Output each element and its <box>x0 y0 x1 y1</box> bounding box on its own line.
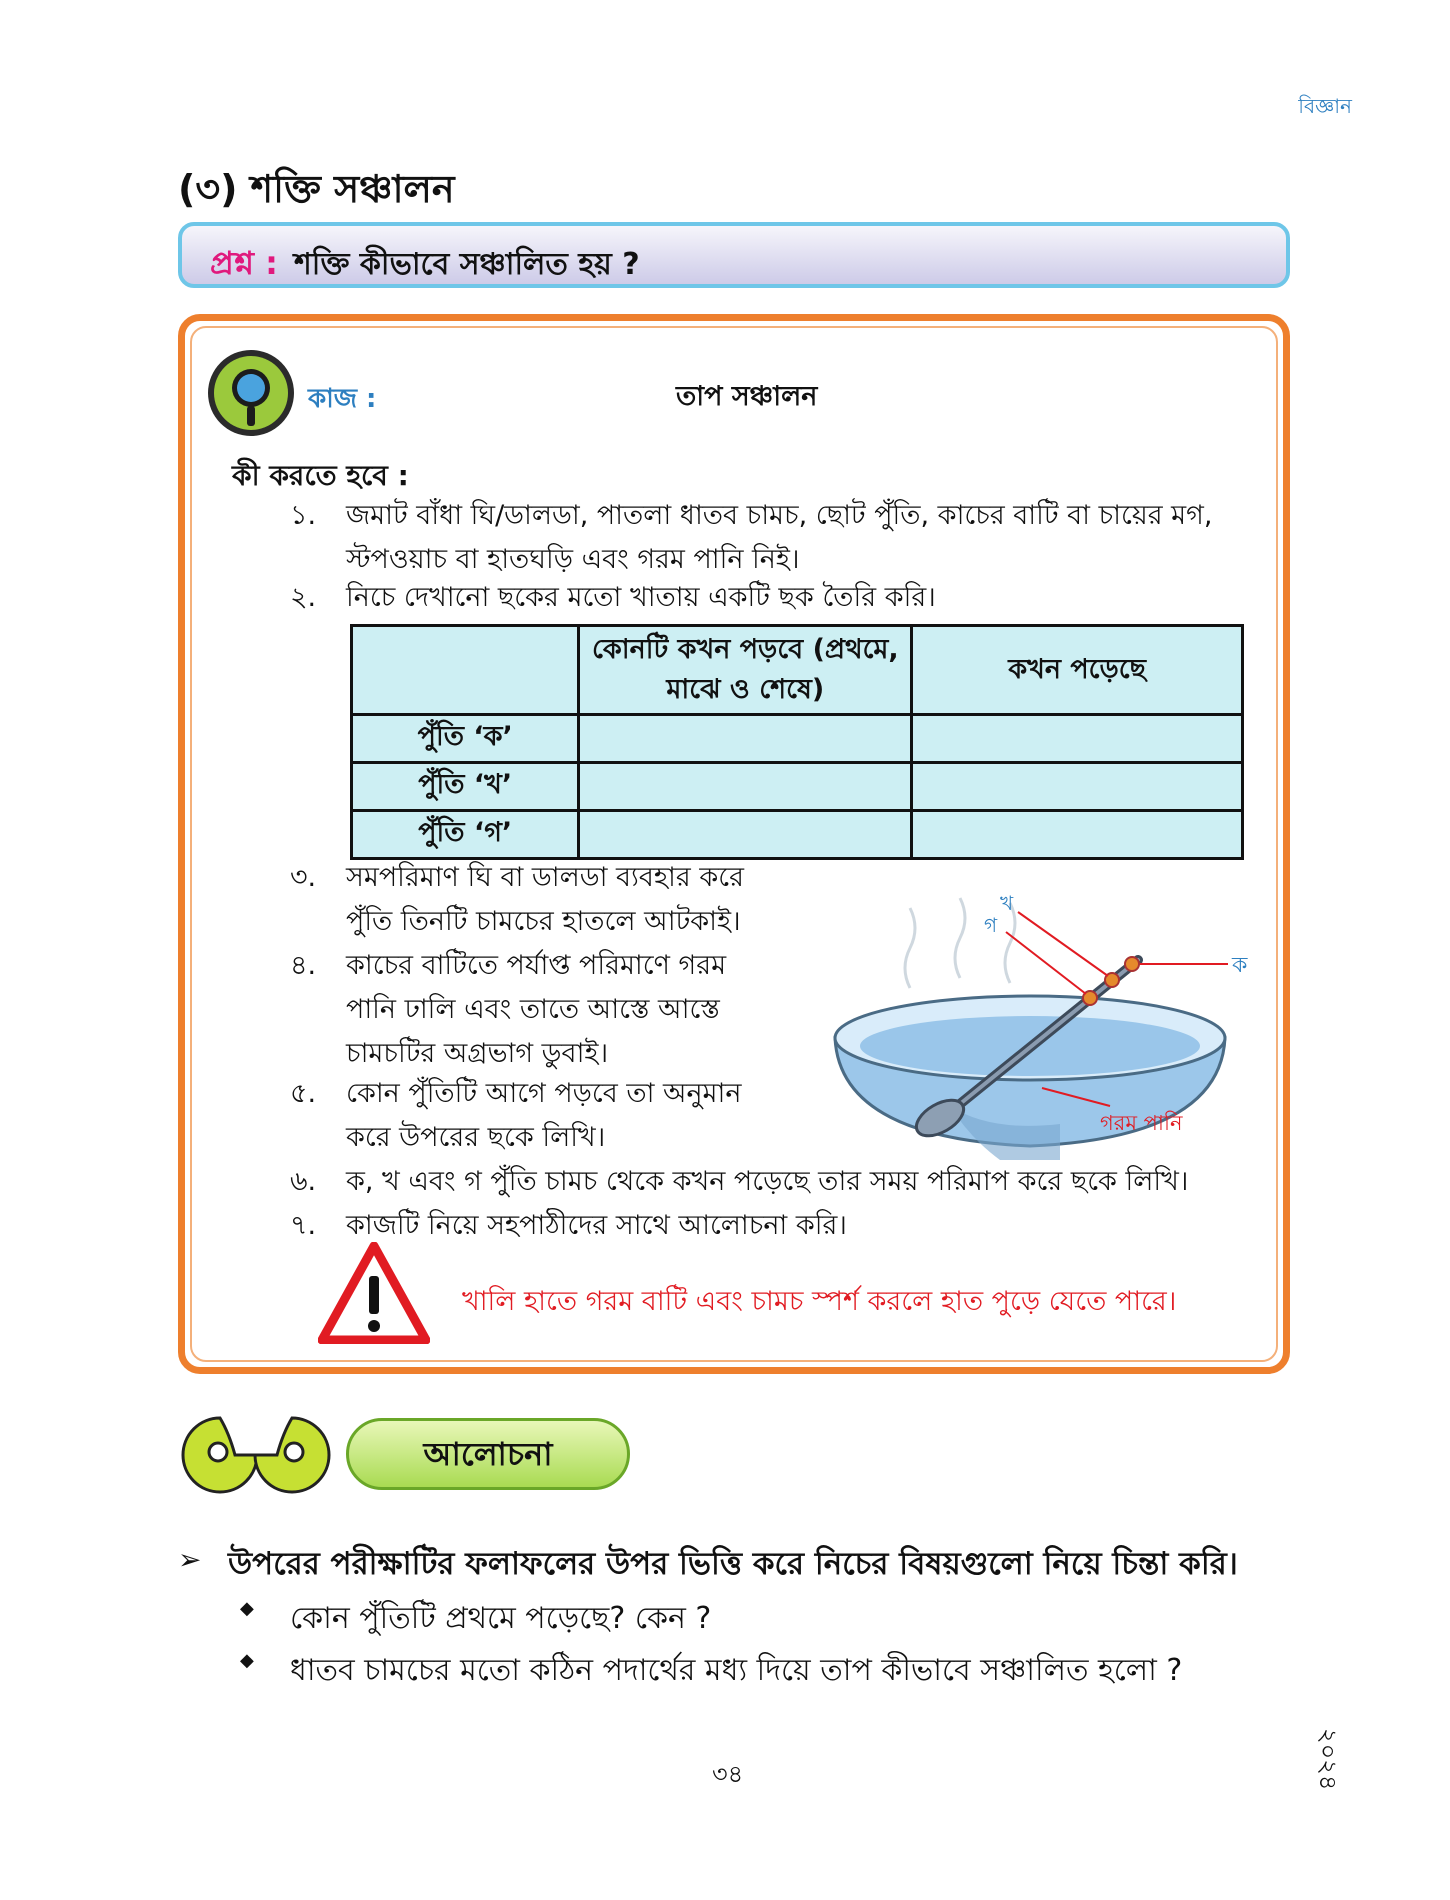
subject-header: বিজ্ঞান <box>1298 94 1352 118</box>
table-cell <box>579 763 912 811</box>
question-bar <box>178 222 1290 288</box>
step-line: জমাট বাঁধা ঘি/ডালডা, পাতলা ধাতব চামচ, ছোট পুঁতি, কাচের বাটি বা চায়ের মগ, <box>346 500 1213 531</box>
discussion-label: আলোচনা <box>346 1418 630 1490</box>
table-cell <box>912 715 1243 763</box>
observation-table <box>350 624 1244 860</box>
step-line: পানি ঢালি এবং তাতে আস্তে আস্তে <box>346 994 720 1025</box>
label-bead-ka: ক <box>1232 953 1248 978</box>
step-line: ক, খ এবং গ পুঁতি চামচ থেকে কখন পড়েছে তার সময় পরিমাপ করে ছকে লিখি। <box>346 1166 1189 1197</box>
table-cell <box>579 811 912 859</box>
page-number: ৩৪ <box>712 1760 744 1788</box>
step-number: ৩. <box>290 862 317 893</box>
table-header-cell <box>352 626 579 715</box>
todo-heading: কী করতে হবে : <box>232 459 409 492</box>
table-row <box>352 715 1243 763</box>
table-row-label: পুঁতি ‘ক’ <box>352 715 579 763</box>
section-title: (৩) শক্তি সঞ্চালন <box>178 167 455 211</box>
table-row <box>352 763 1243 811</box>
step-1 <box>290 494 1270 582</box>
step-line: করে উপরের ছকে লিখি। <box>346 1122 606 1153</box>
label-bead-ga: গ <box>984 913 998 937</box>
step-line: নিচে দেখানো ছকের মতো খাতায় একটি ছক তৈরি করি। <box>346 582 936 613</box>
speech-quote-icon <box>180 1414 332 1496</box>
step-number: ২. <box>290 582 317 613</box>
step-line: কাজটি নিয়ে সহপাঠীদের সাথে আলোচনা করি। <box>346 1210 847 1241</box>
table-cell <box>912 811 1243 859</box>
step-4 <box>290 944 790 1076</box>
discussion-bullet <box>240 1594 1240 1638</box>
bullet-text: ধাতব চামচের মতো কঠিন পদার্থের মধ্য দিয়ে তাপ কীভাবে সঞ্চালিত হলো ? <box>290 1653 1183 1688</box>
task-label: কাজ : <box>308 384 377 414</box>
table-row-label: পুঁতি ‘খ’ <box>352 763 579 811</box>
step-7 <box>290 1204 1270 1248</box>
margin-year: ২০২৪ <box>1314 1728 1342 1791</box>
step-5 <box>290 1072 790 1160</box>
label-hot-water: গরম পানি <box>1100 1111 1183 1135</box>
step-number: ১. <box>290 500 317 531</box>
diamond-bullet-icon: ◆ <box>240 1598 254 1619</box>
step-line: স্টপওয়াচ বা হাতঘড়ি এবং গরম পানি নিই। <box>346 544 800 575</box>
step-line: কাচের বাটিতে পর্যাপ্ত পরিমাণে গরম <box>346 950 727 981</box>
bullet-text: কোন পুঁতিটি প্রথমে পড়েছে? কেন ? <box>290 1601 712 1636</box>
discussion-main-point: উপরের পরীক্ষাটির ফলাফলের উপর ভিত্তি করে নিচের বিষয়গুলো নিয়ে চিন্তা করি। <box>228 1546 1238 1582</box>
step-number: ৪. <box>290 950 317 981</box>
step-number: ৭. <box>290 1210 317 1241</box>
task-title: তাপ সঞ্চালন <box>676 381 818 412</box>
magnifier-icon <box>206 348 296 438</box>
table-row-label: পুঁতি ‘গ’ <box>352 811 579 859</box>
diamond-bullet-icon: ◆ <box>240 1650 254 1671</box>
step-line: সমপরিমাণ ঘি বা ডালডা ব্যবহার করে <box>346 862 744 893</box>
arrow-bullet-icon: ➢ <box>178 1543 202 1576</box>
bowl-spoon-illustration <box>820 888 1260 1168</box>
step-line: চামচটির অগ্রভাগ ডুবাই। <box>346 1038 609 1069</box>
table-header-row <box>352 626 1243 715</box>
discussion-bullet <box>240 1646 1300 1690</box>
question-label: প্রশ্ন : <box>210 244 278 282</box>
table-cell <box>912 763 1243 811</box>
warning-text: খালি হাতে গরম বাটি এবং চামচ স্পর্শ করলে হাত পুড়ে যেতে পারে। <box>462 1286 1177 1317</box>
step-2 <box>290 576 1270 620</box>
table-header-cell: কখন পড়েছে <box>912 626 1243 715</box>
step-line: পুঁতি তিনটি চামচের হাতলে আটকাই। <box>346 906 741 937</box>
question-text: শক্তি কীভাবে সঞ্চালিত হয় ? <box>294 247 640 282</box>
step-number: ৫. <box>290 1078 317 1109</box>
step-number: ৬. <box>290 1166 317 1197</box>
warning-triangle-icon <box>318 1242 430 1344</box>
step-line: কোন পুঁতিটি আগে পড়বে তা অনুমান <box>346 1078 742 1109</box>
table-header-cell: কোনটি কখন পড়বে (প্রথমে, মাঝে ও শেষে) <box>579 626 912 715</box>
table-cell <box>579 715 912 763</box>
label-bead-kha: খ <box>1000 891 1014 915</box>
table-row <box>352 811 1243 859</box>
step-3 <box>290 856 790 944</box>
